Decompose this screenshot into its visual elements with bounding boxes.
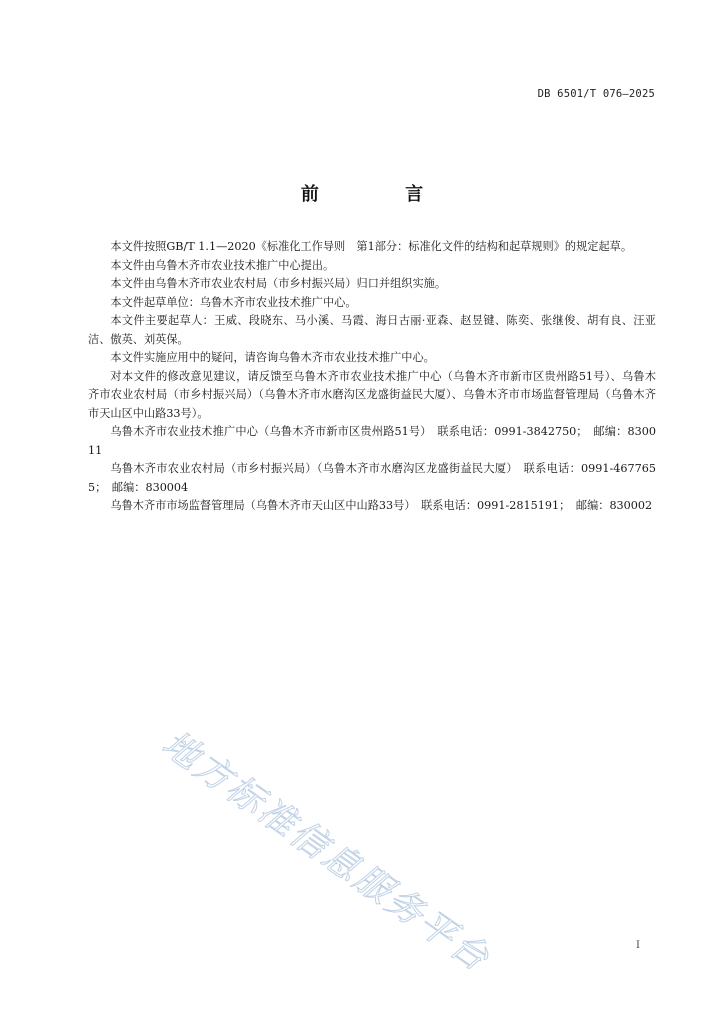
- foreword-body: [88, 238, 656, 516]
- paragraph-contact-tech-center: 乌鲁木齐市农业技术推广中心（乌鲁木齐市新市区贵州路51号） 联系电话：0991-3842750； 邮编：830011: [88, 425, 656, 457]
- standard-code: DB 6501/T 076—2025: [537, 88, 655, 100]
- watermark: 地方标准信息服务平台: [154, 723, 498, 981]
- paragraph-drafting-unit: 本文件起草单位：乌鲁木齐市农业技术推广中心。: [110, 295, 357, 309]
- paragraph-proposer: 本文件由乌鲁木齐市农业技术推广中心提出。: [110, 258, 335, 272]
- paragraph-drafting-basis: 本文件按照GB/T 1.1—2020《标准化工作导则 第1部分：标准化文件的结构和起草规则》的规定起草。: [110, 240, 633, 253]
- paragraph-contact-agri-bureau: 乌鲁木齐市农业农村局（市乡村振兴局）（乌鲁木齐市水磨沟区龙盛街益民大厦） 联系电话：0991-4677655； 邮编：830004: [88, 462, 656, 494]
- page-number: I: [636, 940, 640, 951]
- paragraph-administrator: 本文件由乌鲁木齐市农业农村局（市乡村振兴局）归口并组织实施。: [110, 277, 447, 290]
- paragraph-feedback: 对本文件的修改意见建议，请反馈至乌鲁木齐市农业技术推广中心（乌鲁木齐市新市区贵州路51号）、乌鲁木齐市农业农村局（市乡村振兴局）（乌鲁木齐市水磨沟区龙盛街益民大厦）、乌鲁木齐市市场监督管理局（乌鲁木齐市天山区中山路33号）。: [88, 369, 656, 420]
- paragraph-inquiries: 本文件实施应用中的疑问，请咨询乌鲁木齐市农业技术推广中心。: [110, 351, 435, 364]
- paragraph-drafters: 本文件主要起草人：王威、段晓东、马小溪、马霞、海日古丽·亚森、赵昱键、陈奕、张继俊、胡有良、汪亚洁、傲英、刘英保。: [88, 314, 656, 346]
- page-title: 前 言: [300, 184, 464, 205]
- paragraph-contact-market-bureau: 乌鲁木齐市市场监督管理局（乌鲁木齐市天山区中山路33号） 联系电话：0991-2815191； 邮编：830002: [110, 499, 653, 512]
